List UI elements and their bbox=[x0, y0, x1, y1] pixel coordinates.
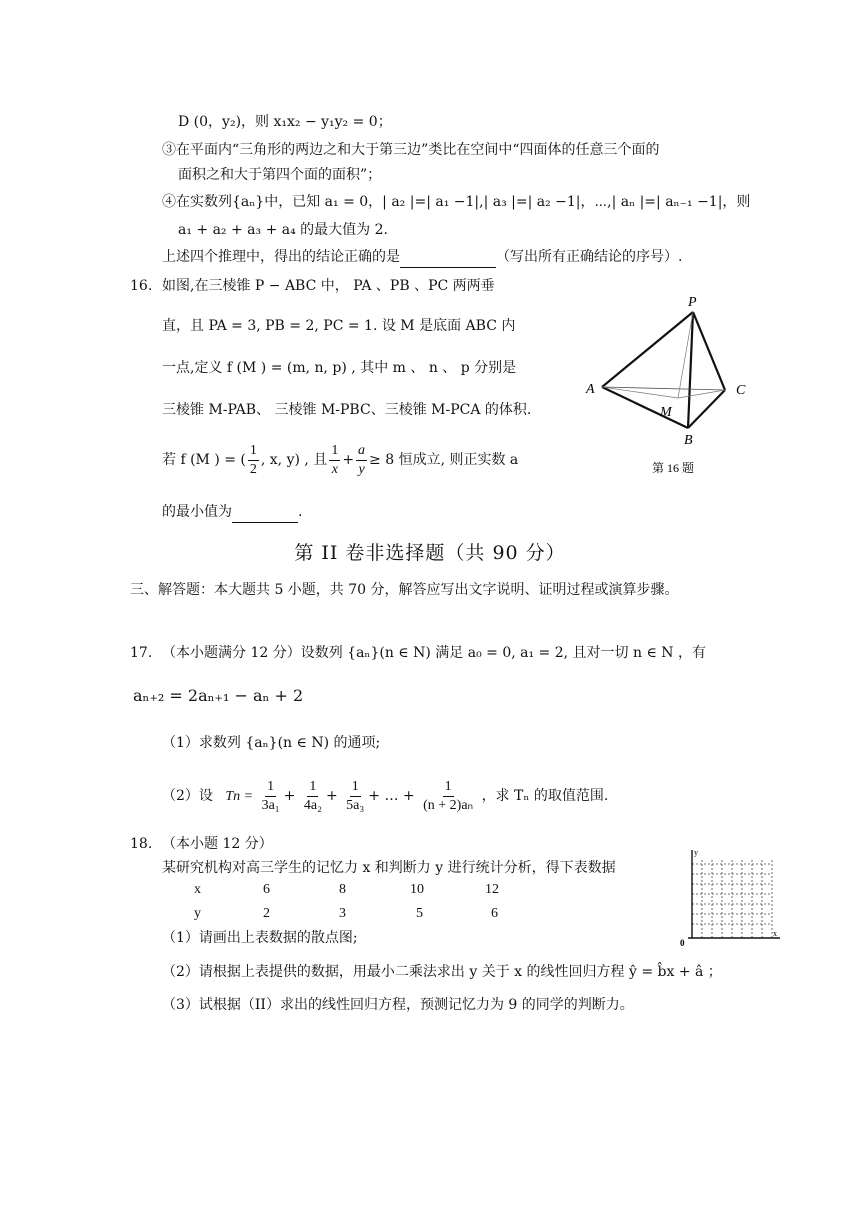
edge-pc bbox=[693, 312, 725, 390]
label-c: C bbox=[736, 383, 746, 398]
q17-termn-den: (n + 2)aₙ bbox=[423, 797, 474, 813]
label-p: P bbox=[688, 295, 697, 310]
q16-half-fraction bbox=[248, 442, 259, 479]
q16-f2-den: y bbox=[358, 461, 365, 477]
q18-x-cell: 8 bbox=[339, 882, 346, 897]
q18-intro: 某研究机构对高三学生的记忆力 x 和判断力 y 进行统计分析，得下表数据 bbox=[162, 860, 616, 876]
q17-term1-num: 1 bbox=[265, 778, 276, 797]
q18-x-cell: 10 bbox=[410, 882, 424, 897]
q18-y-label: y bbox=[194, 906, 201, 921]
q17-tn-lhs: Tn = bbox=[225, 789, 254, 804]
grid-x-label: x bbox=[773, 929, 777, 938]
q17-term-n bbox=[421, 778, 475, 815]
q17-term1-den: 3a₁ bbox=[261, 797, 280, 813]
label-a: A bbox=[586, 382, 595, 397]
q15-ask-prefix: 上述四个推理中，得出的结论正确的是 bbox=[162, 249, 400, 265]
q15-line-d: D (0，y₂)，则 x₁x₂ − y₁y₂ = 0； bbox=[178, 114, 392, 130]
edge-pa bbox=[602, 312, 693, 387]
q16-line5 bbox=[162, 440, 518, 480]
q18-x-cell: 12 bbox=[485, 882, 499, 897]
q18-part2: （2）请根据上表提供的数据，用最小二乘法求出 y 关于 x 的线性回归方程 ŷ = b̂x + â ； bbox=[162, 964, 722, 980]
q16-pyramid-figure bbox=[580, 290, 760, 485]
q17-dots: + … + bbox=[368, 788, 415, 804]
q17-line1: （本小题满分 12 分）设数列 {aₙ}(n ∈ N) 满足 a₀ = 0, a₁ = 2, 且对一切 n ∈ N ，有 bbox=[162, 645, 706, 661]
q17-term3-num: 1 bbox=[350, 778, 361, 797]
q15-item4-line2: a₁ + a₂ + a₃ + a₄ 的最大值为 2. bbox=[178, 222, 388, 238]
q17-term2-den: 4a₂ bbox=[303, 797, 322, 813]
q16-f1-num: 1 bbox=[329, 442, 340, 461]
q17-p2-suffix: ，求 Tₙ 的取值范围. bbox=[481, 788, 609, 804]
section-ii-title: 第 II 卷非选择题（共 90 分） bbox=[294, 542, 566, 564]
q18-x-label: x bbox=[194, 882, 201, 897]
q18-number: 18. bbox=[130, 836, 153, 852]
q18-header: （本小题 12 分） bbox=[162, 836, 273, 852]
q17-term2-num: 1 bbox=[307, 778, 318, 797]
q18-part3: （3）试根据（II）求出的线性回归方程，预测记忆力为 9 的同学的判断力。 bbox=[162, 997, 634, 1013]
q16-answer-blank[interactable] bbox=[232, 502, 298, 523]
part3-instructions: 三、解答题：本大题共 5 小题，共 70 分，解答应写出文字说明、证明过程或演算步骤。 bbox=[130, 582, 679, 598]
q16-half-den: 2 bbox=[249, 461, 257, 477]
q15-ask-suffix: （写出所有正确结论的序号）. bbox=[496, 249, 683, 265]
q15-item3-line2: 面积之和大于第四个面的面积”； bbox=[178, 167, 382, 183]
q16-l5-prefix: 若 f (M ) = ( bbox=[162, 452, 246, 468]
q15-item4-line1: ④在实数列{aₙ}中，已知 a₁ = 0，| a₂ |=| a₁ −1|,| a₃ |=| a₂ −1|，⋯,| aₙ |=| aₙ₋₁ −1|，则 bbox=[162, 194, 751, 210]
q16-l5-suffix: ≥ 8 恒成立, 则正实数 a bbox=[369, 452, 519, 468]
q16-f1-den: x bbox=[331, 461, 338, 477]
q18-y-cell: 5 bbox=[416, 906, 423, 921]
q17-term3 bbox=[344, 778, 366, 815]
q18-y-cell: 3 bbox=[339, 906, 346, 921]
q17-recurrence: aₙ₊₂ = 2aₙ₊₁ − aₙ + 2 bbox=[133, 686, 304, 705]
q16-l5-mid: , x, y) , 且 bbox=[260, 452, 328, 468]
q16-plus: + bbox=[342, 452, 355, 468]
q18-y-cell: 6 bbox=[491, 906, 498, 921]
q18-blank-grid[interactable] bbox=[676, 846, 786, 950]
q17-part2: （2）设 Tn = $\frac{1}{\text{3a₁}}$ + $\frac{1}{\text{4a₂}}$ + $\frac{1}{\text{5a₃}}$ + … + $\frac{1}{\text{(n + 2)aₙ}}$ ，求 Tₙ 的取值范围. bbox=[162, 778, 609, 813]
label-m: M bbox=[660, 405, 672, 420]
q15-item3-line1: ③在平面内“三角形的两边之和大于第三边”类比在空间中“四面体的任意三个面的 bbox=[162, 142, 660, 158]
q17-term3-den: 5a₃ bbox=[346, 797, 365, 813]
grid-origin-label: 0 bbox=[680, 938, 685, 948]
q17-termn-num: 1 bbox=[443, 778, 454, 797]
q16-line1: 如图,在三棱锥 P − ABC 中， PA 、PB 、PC 两两垂 bbox=[162, 278, 495, 294]
grid-lines bbox=[692, 860, 772, 938]
q16-line4: 三棱锥 M-PAB、 三棱锥 M-PBC、三棱锥 M-PCA 的体积. bbox=[162, 402, 532, 418]
q16-fraction-a-over-y bbox=[356, 442, 367, 479]
q17-p2-prefix: （2）设 bbox=[162, 788, 213, 804]
q17-term1 bbox=[260, 778, 282, 815]
q16-l6-prefix: 的最小值为 bbox=[162, 504, 232, 520]
q18-y-cell: 2 bbox=[263, 906, 270, 921]
q16-l6-suffix: . bbox=[298, 504, 303, 520]
q18-x-cell: 6 bbox=[263, 882, 270, 897]
q16-half-num: 1 bbox=[248, 442, 259, 461]
q16-fraction-1-over-x bbox=[329, 442, 340, 479]
q16-number: 16. bbox=[130, 278, 153, 294]
q15-answer-blank[interactable] bbox=[400, 247, 496, 268]
q17-term2 bbox=[302, 778, 324, 815]
grid-y-label: y bbox=[694, 848, 698, 857]
q17-number: 17. bbox=[130, 645, 153, 661]
label-b: B bbox=[684, 433, 693, 448]
figure-caption: 第 16 题 bbox=[652, 461, 695, 475]
q18-part1: （1）请画出上表数据的散点图; bbox=[162, 930, 358, 946]
edge-pb bbox=[688, 312, 693, 428]
q16-f2-num: a bbox=[356, 442, 367, 461]
q15-question bbox=[162, 247, 682, 268]
q16-line6 bbox=[162, 502, 302, 523]
q17-part1: （1）求数列 {aₙ}(n ∈ N) 的通项; bbox=[162, 735, 381, 751]
q16-line3: 一点,定义 f (M ) = (m, n, p) , 其中 m 、 n 、 p 分别是 bbox=[162, 360, 517, 376]
q16-line2: 直，且 PA = 3, PB = 2, PC = 1. 设 M 是底面 ABC 内 bbox=[162, 318, 516, 334]
